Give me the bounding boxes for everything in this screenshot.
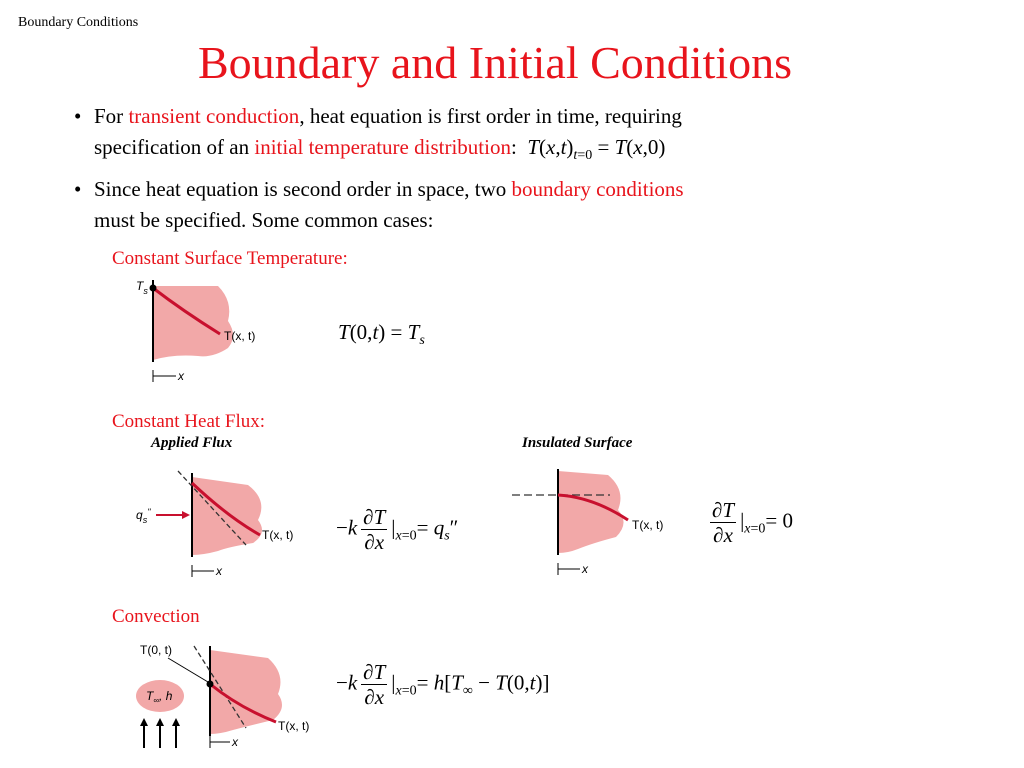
bullet-dot: • [74,104,82,128]
surface-point [150,285,157,292]
section-constant-temperature: Constant Surface Temperature: [112,248,348,269]
bullet-line: specification of an initial temperature distribution: $T(x,t)_{t=0} = T(x,0)$ [94,135,666,164]
constant-temperature-equation: $T(0,t) = T_s$ [338,320,425,349]
label-T0t: T(0, t) [140,643,172,657]
label-Txt: T(x, t) [278,719,310,733]
label-Tinf-h: $T_\infty$, h [146,689,173,705]
label-x: x [216,564,222,578]
slide-title: Boundary and Initial Conditions [197,37,793,88]
slide-header: Boundary Conditions [18,15,139,30]
applied-flux-equation: −k $\frac{\partial T}{\partial x}$ $|_{x=0}= q_s''$ [336,505,459,554]
bullet-line: For transient conduction, heat equation is first order in time, requiring [94,104,682,128]
constant-temperature-diagram [128,276,278,388]
convection-equation: −k $\frac{\partial T}{\partial x}$ $|_{x=0}= h[T_\infty - T(0,t)]$ [336,660,550,709]
label-qs: $q_s''$ [136,507,151,525]
bullet-line: Since heat equation is second order in space, two boundary conditions [94,177,684,201]
bullet-dot: • [74,177,82,201]
label-x: x [582,562,588,576]
flux-region [192,477,262,555]
label-applied-flux: Applied Flux [151,435,233,451]
label-Ts: $T_s$ [136,279,148,296]
insulated-equation: $\frac{\partial T}{\partial x}$ $|_{x=0}= 0$ [712,498,794,547]
initial-condition-equation: $T(x,t)_{t=0} = T(x,0)$ [527,135,666,164]
label-insulated-surface: Insulated Surface [522,435,633,451]
section-constant-flux: Constant Heat Flux: [112,411,266,432]
label-Txt: T(x, t) [262,528,294,542]
label-x: x [178,369,184,383]
label-Txt: T(x, t) [632,518,664,532]
applied-flux-diagram [128,465,308,580]
label-Txt: T(x, t) [224,329,256,343]
label-x: x [232,735,238,749]
insulated-surface-diagram [508,465,688,580]
bullet-line: must be specified. Some common cases: [94,208,434,232]
convection-diagram [128,636,318,754]
section-convection: Convection [112,606,200,627]
